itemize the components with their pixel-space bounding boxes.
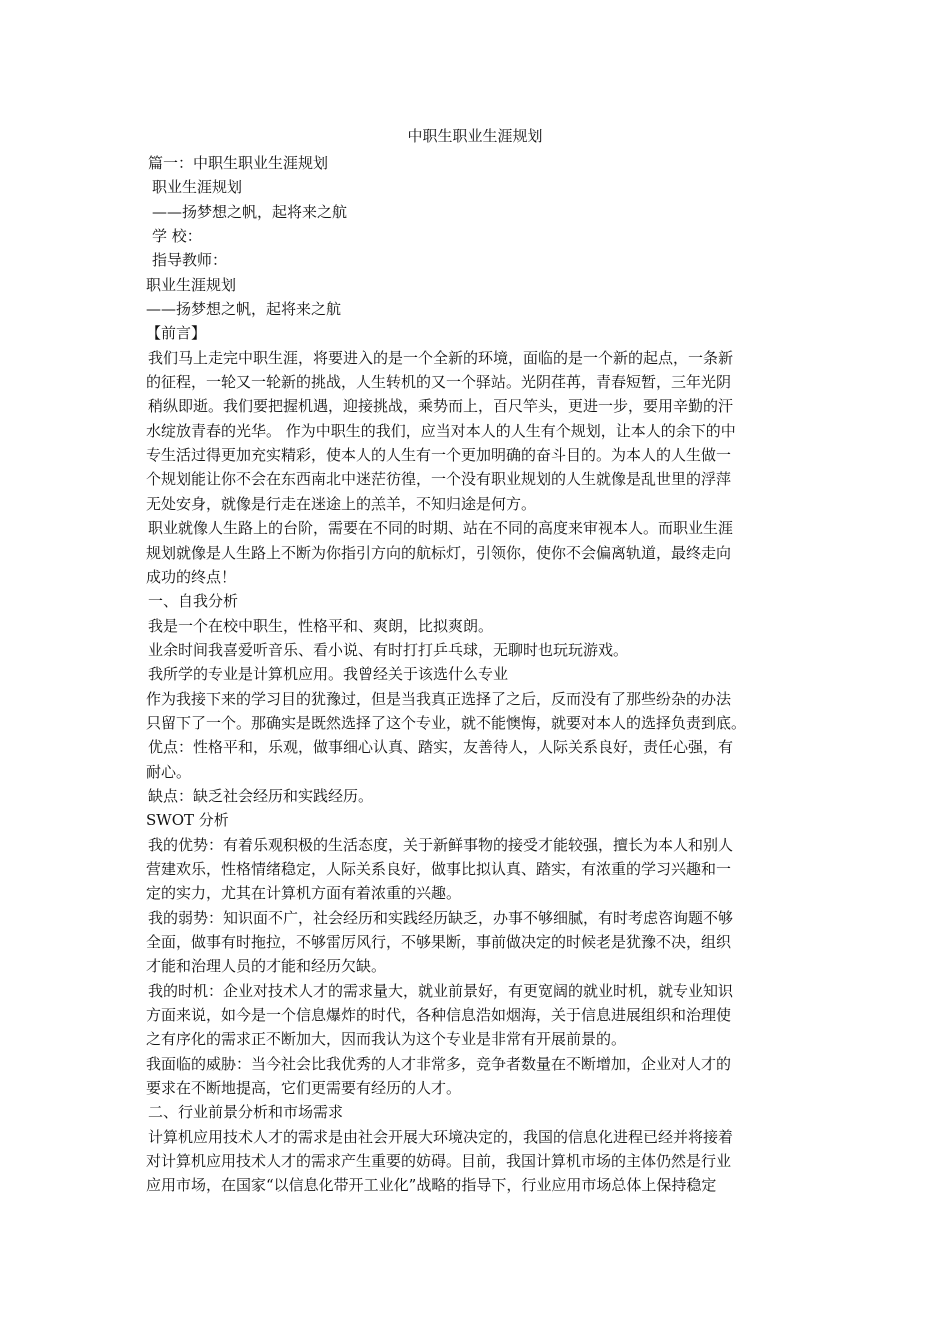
document-line: 职业就像人生路上的台阶，需要在不同的时期、站在不同的高度来审视本人。而职业生涯 (148, 519, 734, 538)
document-line: 学 校： (152, 227, 202, 246)
document-line: 我的弱势：知识面不广，社会经历和实践经历缺乏，办事不够细腻，有时考虑咨询题不够 (148, 908, 734, 927)
document-line: 作为我接下来的学习目的犹豫过，但是当我真正选择了之后，反而没有了那些纷杂的办法 (146, 689, 732, 708)
document-body (146, 151, 806, 1198)
document-line: 篇一：中职生职业生涯规划 (148, 154, 329, 172)
document-line: 只留下了一个。那确实是既然选择了这个专业，就不能懊悔，就要对本人的选择负责到底。 (146, 713, 747, 732)
document-line: 一、自我分析 (148, 592, 239, 611)
document-line: 要求在不断地提高，它们更需要有经历的人才。 (146, 1079, 462, 1098)
document-line: 指导教师： (152, 251, 228, 270)
document-line: 业余时间我喜爱听音乐、看小说、有时打打乒乓球，无聊时也玩玩游戏。 (148, 640, 629, 659)
document-line: 方面来说，如今是一个信息爆炸的时代，各种信息浩如烟海，关于信息进展组织和治理使 (146, 1006, 732, 1025)
document-line: ——扬梦想之帆，起将来之航 (146, 300, 342, 319)
document-line: 我的优势：有着乐观积极的生活态度，关于新鲜事物的接受才能较强，擅长为本人和别人 (148, 835, 734, 854)
document-line: 我的时机：企业对技术人才的需求量大，就业前景好，有更宽阔的就业时机，就专业知识 (148, 981, 734, 1000)
document-line: 职业生涯规划 (146, 275, 237, 294)
document-line: 才能和治理人员的才能和经历欠缺。 (146, 957, 387, 976)
document-line: 我是一个在校中职生，性格平和、爽朗，比拟爽朗。 (148, 616, 494, 635)
document-title: 中职生职业生涯规划 (407, 127, 543, 145)
document-line: 我所学的专业是计算机应用。我曾经关于该选什么专业 (148, 665, 509, 684)
document-line: 稍纵即逝。我们要把握机遇，迎接挑战，乘势而上，百尺竿头，更进一步，要用辛勤的汗 (148, 397, 734, 416)
document-line: 我们马上走完中职生涯，将要进入的是一个全新的环境，面临的是一个新的起点，一条新 (148, 348, 734, 367)
document-line: 耐心。 (146, 762, 192, 781)
document-line: 水绽放青春的光华。 作为中职生的我们，应当对本人的人生有个规划，让本人的余下的中 (146, 421, 736, 440)
document-line: 的征程，一轮又一轮新的挑战，人生转机的又一个驿站。光阴荏苒，青春短暂，三年光阴 (146, 373, 732, 392)
document-line: 无处安身，就像是行走在迷途上的羔羊，不知归途是何方。 (146, 494, 537, 513)
document-line: 二、行业前景分析和市场需求 (148, 1103, 344, 1122)
document-line: 我面临的威胁：当今社会比我优秀的人才非常多，竞争者数量在不断增加，企业对人才的 (146, 1054, 732, 1073)
document-line: 【前言】 (146, 324, 207, 343)
document-line: ——扬梦想之帆，起将来之航 (152, 202, 348, 221)
document-line: 营建欢乐，性格情绪稳定，人际关系良好，做事比拟认真、踏实，有浓重的学习兴趣和一 (146, 859, 732, 878)
document-line: 优点：性格平和，乐观，做事细心认真、踏实，友善待人，人际关系良好，责任心强，有 (148, 738, 734, 757)
document-line: 职业生涯规划 (152, 178, 243, 197)
document-line: 之有序化的需求正不断加大，因而我认为这个专业是非常有开展前景的。 (146, 1030, 627, 1049)
document-line: 规划就像是人生路上不断为你指引方向的航标灯，引领你，使你不会偏离轨道，最终走向 (146, 543, 732, 562)
document-line: 定的实力，尤其在计算机方面有着浓重的兴趣。 (146, 884, 462, 903)
document-line: 专生活过得更加充实精彩，使本人的人生有一个更加明确的奋斗目的。为本人的人生做一 (146, 446, 732, 465)
document-line: 全面，做事有时拖拉，不够雷厉风行，不够果断，事前做决定的时候老是犹豫不决，组织 (146, 933, 732, 951)
document-line: 缺点：缺乏社会经历和实践经历。 (148, 786, 374, 805)
document-line: 对计算机应用技术人才的需求产生重要的妨碍。目前，我国计算机市场的主体仍然是行业 (146, 1152, 732, 1171)
document-line: 个规划能让你不会在东西南北中迷茫彷徨，一个没有职业规划的人生就像是乱世里的浮萍 (146, 470, 732, 489)
document-line: SWOT 分析 (146, 811, 229, 830)
document-line: 应用市场，在国家“以信息化带开工业化”战略的指导下，行业应用市场总体上保持稳定 (146, 1176, 717, 1195)
document-line: 成功的终点！ (146, 567, 237, 586)
document-line: 计算机应用技术人才的需求是由社会开展大环境决定的，我国的信息化进程已经并将接着 (148, 1127, 734, 1146)
